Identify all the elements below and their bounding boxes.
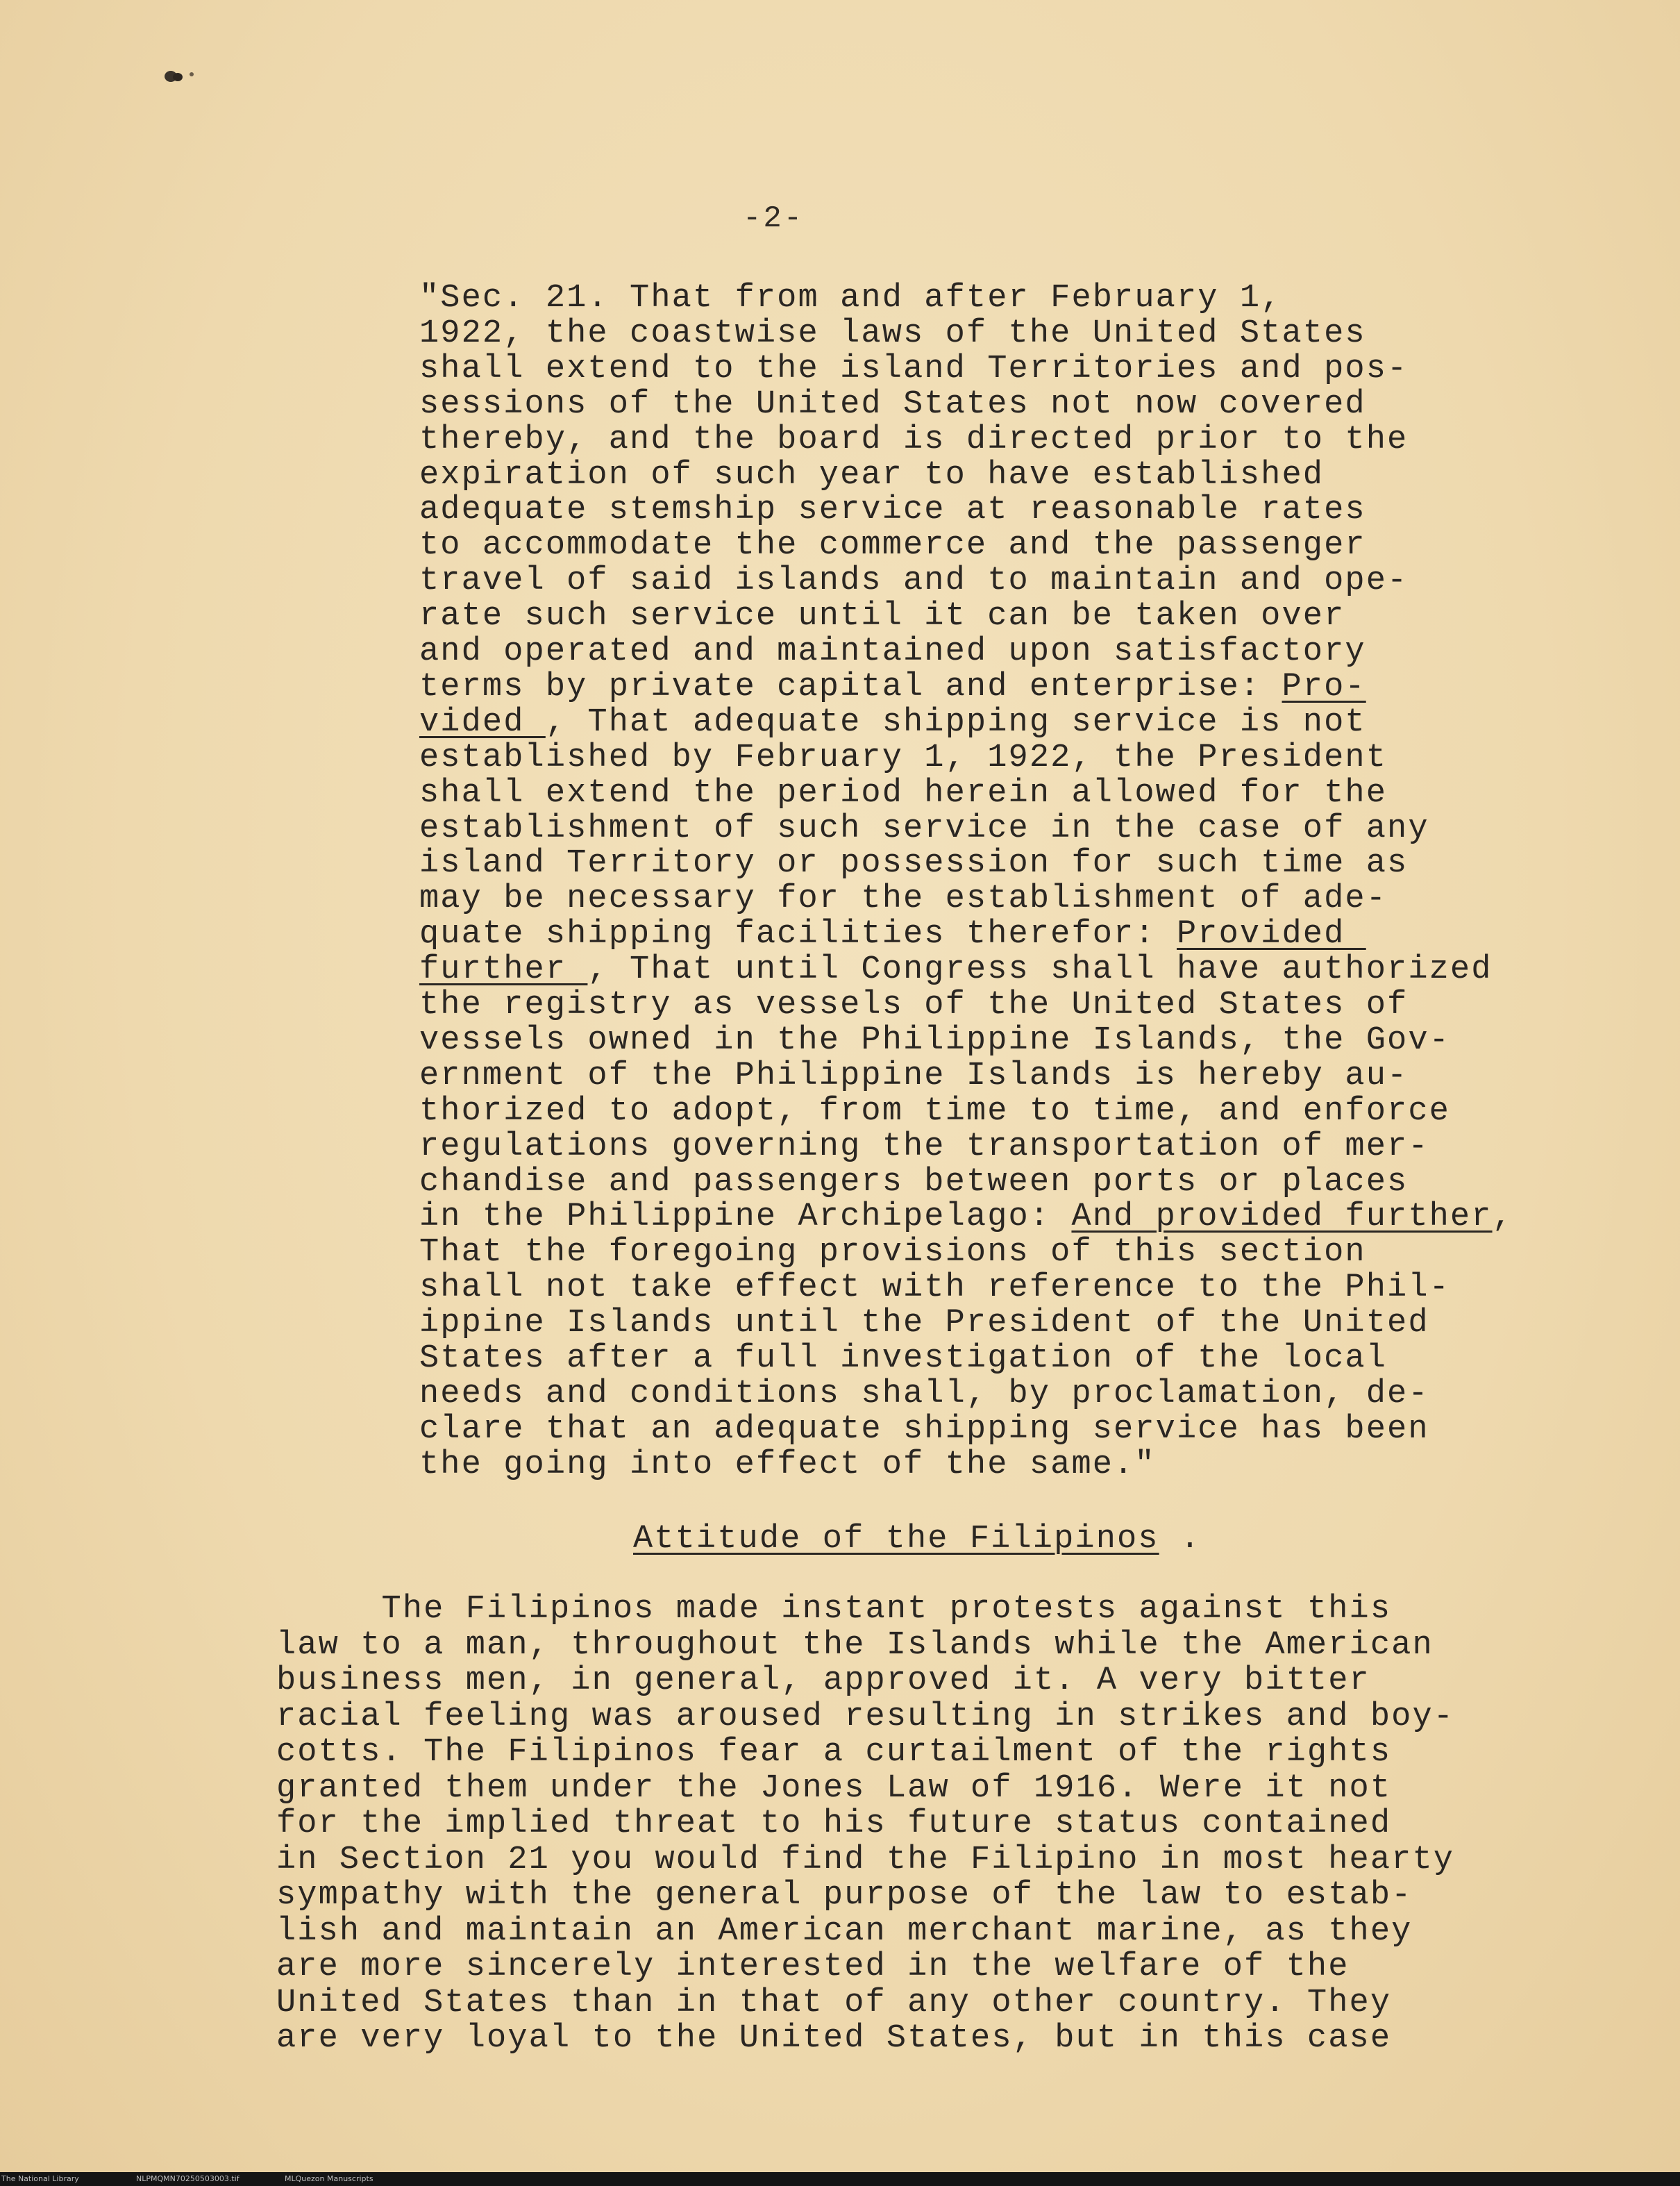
line-text: shall not take effect with reference to the Phil- [419,1269,1450,1307]
quote-line [419,492,1366,528]
quote-line [419,881,1387,917]
paragraph-line: are more sincerely interested in the welfare of the [276,1949,1350,1985]
line-text: States after a full investigation of the local [419,1340,1388,1377]
paragraph-line: for the implied threat to his future status contained [276,1805,1392,1842]
paragraph-line: racial feeling was aroused resulting in strikes and boy- [276,1698,1455,1735]
underlined-text: And provided further [1071,1199,1493,1236]
quote-line [419,422,1408,458]
quote-line [419,528,1366,564]
quote-line [419,776,1387,812]
quote-line [419,1023,1450,1059]
line-text: regulations governing the transportation of mer- [419,1128,1429,1165]
quote-line [419,563,1408,599]
line-text: adequate stemship service at reasonable rates [419,492,1366,529]
line-text: "Sec. 21. That from and after February 1, [419,280,1282,317]
paragraph-line: lish and maintain an American merchant marine, as they [276,1912,1413,1950]
line-text: sessions of the United States not now covered [419,385,1366,423]
quote-line [419,740,1387,776]
quote-line [419,1129,1429,1165]
paragraph-line: granted them under the Jones Law of 1916. Were it not [276,1769,1392,1807]
quote-line [419,705,1366,741]
quote-line [419,316,1366,352]
paragraph-line: United States than in that of any other country. They [276,1984,1392,2021]
line-text: established by February 1, 1922, the President [419,739,1388,776]
quote-line [419,1305,1429,1342]
line-text: clare that an adequate shipping service has been [419,1410,1429,1448]
quote-line [419,952,1493,988]
quote-line [419,917,1366,953]
underlined-text: vided [419,703,546,741]
footer-file: NLPMQMN70250503003.tif [136,2174,240,2183]
line-text: quate shipping facilities therefor: [419,916,1177,953]
line-text: chandise and passengers between ports or places [419,1163,1409,1201]
footer-library: The National Library [1,2174,79,2183]
quote-line [419,811,1429,847]
line-text: 1922, the coastwise laws of the United States [419,315,1366,352]
line-text: ernment of the Philippine Islands is hereby au- [419,1057,1409,1094]
line-text: thereby, and the board is directed prior to the [419,421,1409,458]
section-heading [633,1521,1201,1558]
underlined-text: Provided [1176,916,1366,953]
quote-line [419,1412,1429,1448]
quote-line [419,987,1408,1024]
line-text: , [1492,1199,1513,1236]
quote-line [419,1058,1408,1094]
quote-line [419,281,1282,317]
line-text: expiration of such year to have established [419,456,1325,494]
line-text: That the foregoing provisions of this section [419,1234,1366,1271]
page-number: -2- [743,201,805,236]
quote-line [419,1270,1450,1306]
line-text: rate such service until it can be taken over [419,598,1345,635]
line-text: the registry as vessels of the United States of [419,987,1409,1024]
paragraph-line: cotts. The Filipinos fear a curtailment of the rights [276,1734,1392,1771]
quote-line [419,1165,1408,1201]
line-text: island Territory or possession for such time as [419,845,1409,883]
heading-text: Attitude of the Filipinos [633,1521,1159,1558]
heading-suffix: . [1159,1521,1202,1558]
quote-line [419,1199,1513,1235]
line-text: , That until Congress shall have authorized [587,951,1493,989]
quote-line [419,669,1366,706]
quote-line [419,387,1366,423]
line-text: the going into effect of the same." [419,1446,1156,1483]
line-text: and operated and maintained upon satisfactory [419,633,1366,670]
underlined-text: Pro- [1282,668,1366,706]
paragraph-line: law to a man, throughout the Islands while the American [276,1626,1434,1664]
archive-footer [0,2172,1680,2186]
quote-line [419,1376,1429,1412]
quote-line [419,458,1324,494]
line-text: to accommodate the commerce and the passenger [419,527,1366,565]
paragraph-line: sympathy with the general purpose of the law to estab- [276,1877,1413,1914]
quote-line [419,599,1345,635]
line-text: needs and conditions shall, by proclamation, de- [419,1375,1429,1412]
line-text: , That adequate shipping service is not [545,703,1366,741]
quote-line [419,351,1408,387]
line-text: terms by private capital and enterprise: [419,668,1282,706]
line-text: establishment of such service in the case of any [419,810,1429,847]
punch-hole-mark [164,68,194,85]
line-text: vessels owned in the Philippine Islands, the Gov- [419,1021,1450,1059]
line-text: shall extend the period herein allowed for the [419,774,1388,812]
line-text: thorized to adopt, from time to time, and enforce [419,1092,1450,1130]
quote-line [419,1341,1387,1377]
line-text: in the Philippine Archipelago: [419,1199,1072,1236]
paragraph-line: are very loyal to the United States, but in this case [276,2020,1392,2057]
paragraph-line: in Section 21 you would find the Filipino in most hearty [276,1841,1455,1878]
line-text: shall extend to the island Territories and pos- [419,350,1409,387]
quote-line [419,846,1408,882]
quote-line [419,1235,1366,1271]
quote-line [419,1094,1450,1130]
line-text: travel of said islands and to maintain and ope- [419,562,1409,600]
line-text: may be necessary for the establishment of ade- [419,881,1388,918]
paragraph-line: The Filipinos made instant protests against this [276,1591,1392,1628]
line-text: ippine Islands until the President of the United [419,1305,1429,1342]
quote-line [419,634,1366,670]
underlined-text: further [419,951,588,989]
footer-collection: MLQuezon Manuscripts [285,2174,373,2183]
quote-line [419,1447,1156,1483]
paragraph-line: business men, in general, approved it. A very bitter [276,1662,1370,1699]
